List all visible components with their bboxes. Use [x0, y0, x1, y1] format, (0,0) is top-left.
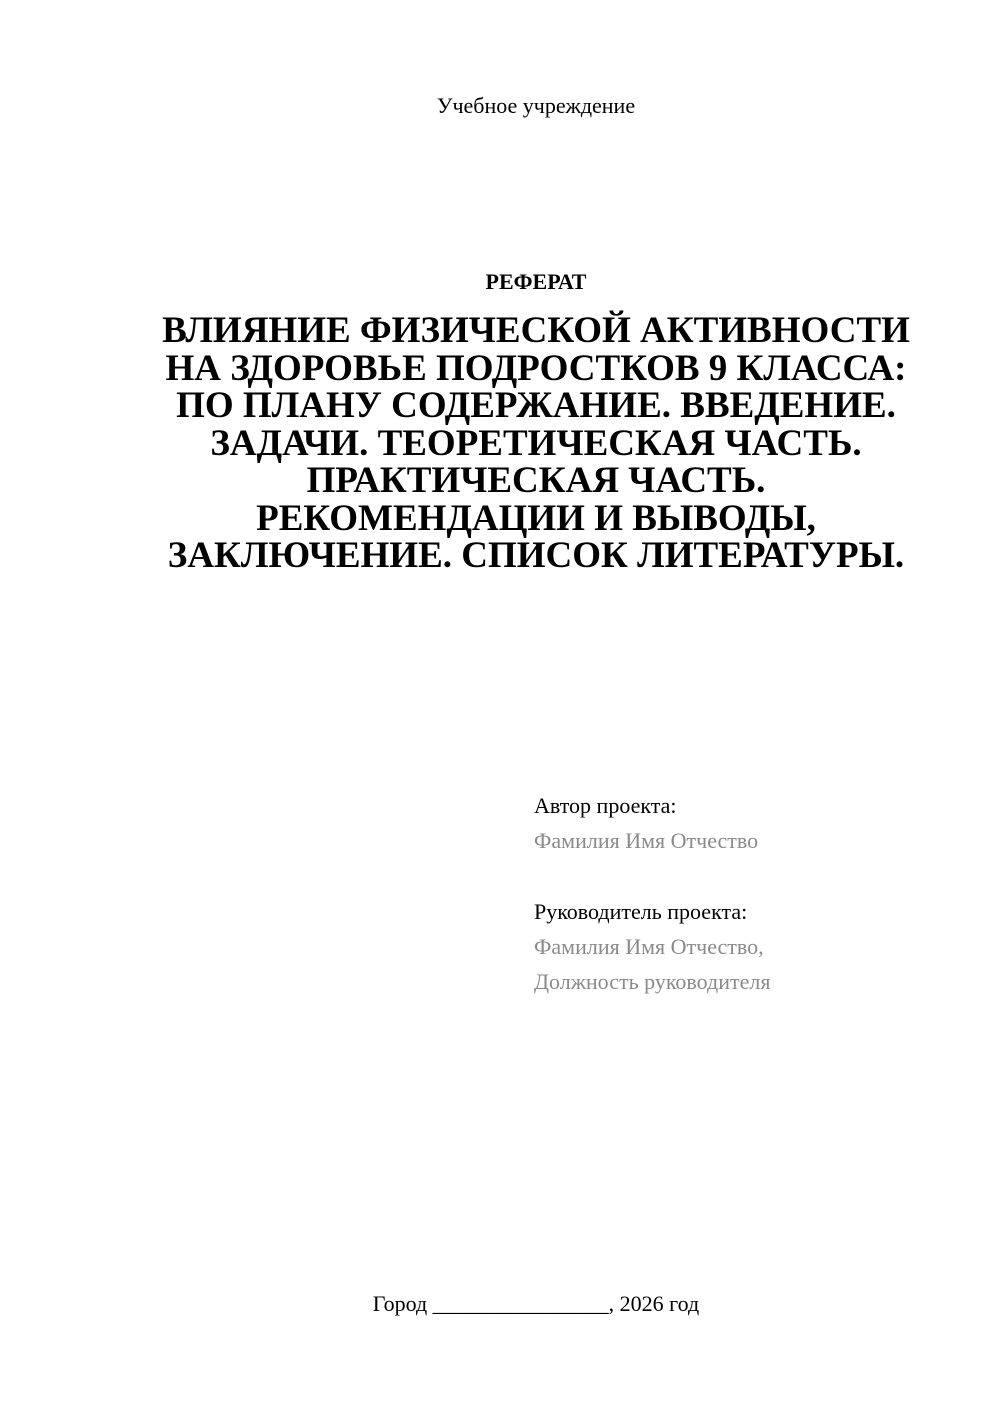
supervisor-name: Фамилия Имя Отчество, — [534, 934, 764, 959]
author-label: Автор проекта: — [534, 793, 677, 818]
author-name: Фамилия Имя Отчество — [534, 828, 759, 853]
institution-name: Учебное учреждение — [436, 93, 636, 118]
document-title: ВЛИЯНИЕ ФИЗИЧЕСКОЙ АКТИВНОСТИ НА ЗДОРОВЬЕ ПОДРОСТКОВ 9 КЛАССА: ПО ПЛАНУ СОДЕРЖАНИЕ. ВВЕДЕНИЕ. ЗАДАЧИ. ТЕОРЕТИЧЕСКАЯ ЧАСТЬ. ПРАКТИЧЕСКАЯ ЧАСТЬ. РЕКОМЕНДАЦИИ И ВЫВОДЫ, ЗАКЛЮЧЕНИЕ. СПИСОК ЛИТЕРАТУРЫ. — [162, 310, 910, 576]
credits-block — [534, 788, 974, 999]
document-type: РЕФЕРАТ — [485, 269, 587, 294]
supervisor-position: Должность руководителя — [534, 969, 771, 994]
city-year-line: Город ________________, 2026 год — [372, 1291, 700, 1316]
credits-spacer — [534, 858, 974, 894]
supervisor-label: Руководитель проекта: — [534, 899, 748, 924]
